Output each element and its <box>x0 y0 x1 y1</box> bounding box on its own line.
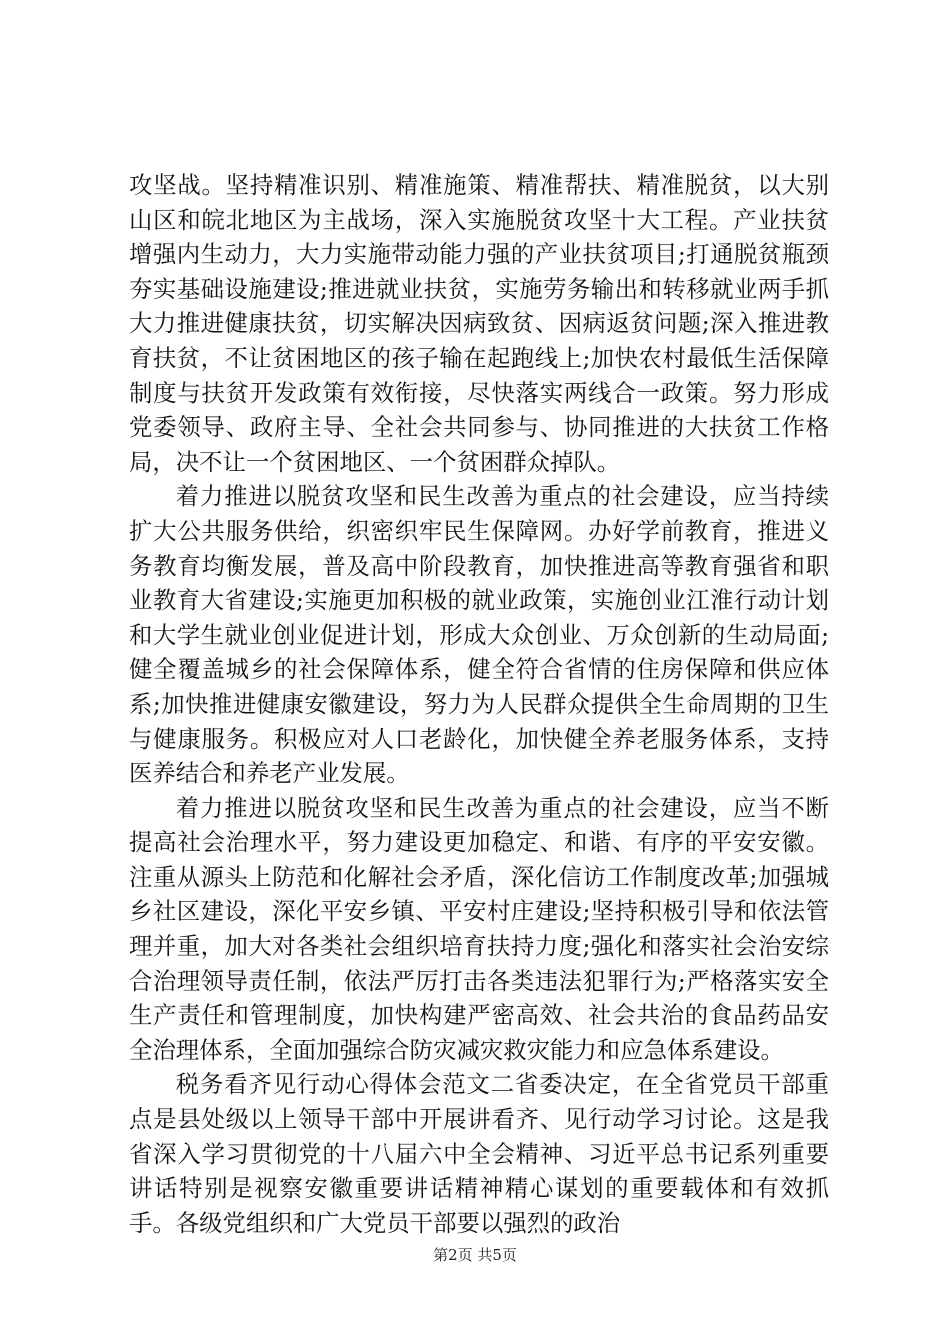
document-body <box>129 168 829 1240</box>
paragraph-4: 税务看齐见行动心得体会范文二省委决定，在全省党员干部重点是县处级以上领导干部中开展讲看齐、见行动学习讨论。这是我省深入学习贯彻党的十八届六中全会精神、习近平总书记系列重要讲话特别是视察安徽重要讲话精神精心谋划的重要载体和有效抓手。各级党组织和广大党员干部要以强烈的政治 <box>129 1070 829 1237</box>
page-number-footer: 第2页 共5页 <box>433 1246 517 1264</box>
paragraph-1: 攻坚战。坚持精准识别、精准施策、精准帮扶、精准脱贫，以大别山区和皖北地区为主战场，深入实施脱贫攻坚十大工程。产业扶贫增强内生动力，大力实施带动能力强的产业扶贫项目;打通脱贫瓶颈夯实基础设施建设;推进就业扶贫，实施劳务输出和转移就业两手抓大力推进健康扶贫，切实解决因病致贫、因病返贫问题;深入推进教育扶贫，不让贫困地区的孩子输在起跑线上;加快农村最低生活保障制度与扶贫开发政策有效衔接，尽快落实两线合一政策。努力形成党委领导、政府主导、全社会共同参与、协同推进的大扶贫工作格局，决不让一个贫困地区、一个贫困群众掉队。 <box>129 171 829 476</box>
paragraph-2: 着力推进以脱贫攻坚和民生改善为重点的社会建设，应当持续扩大公共服务供给，织密织牢民生保障网。办好学前教育，推进义务教育均衡发展，普及高中阶段教育，加快推进高等教育强省和职业教育大省建设;实施更加积极的就业政策，实施创业江淮行动计划和大学生就业创业促进计划，形成大众创业、万众创新的生动局面;健全覆盖城乡的社会保障体系，健全符合省情的住房保障和供应体系;加快推进健康安徽建设，努力为人民群众提供全生命周期的卫生与健康服务。积极应对人口老龄化，加快健全养老服务体系，支持医养结合和养老产业发展。 <box>129 482 829 788</box>
paragraph-3: 着力推进以脱贫攻坚和民生改善为重点的社会建设，应当不断提高社会治理水平，努力建设更加稳定、和谐、有序的平安安徽。注重从源头上防范和化解社会矛盾，深化信访工作制度改革;加强城乡社区建设，深化平安乡镇、平安村庄建设;坚持积极引导和依法管理并重，加大对各类社会组织培育扶持力度;强化和落实社会治安综合治理领导责任制，依法严厉打击各类违法犯罪行为;严格落实安全生产责任和管理制度，加快构建严密高效、社会共治的食品药品安全治理体系，全面加强综合防灾减灾救灾能力和应急体系建设。 <box>129 793 829 1064</box>
